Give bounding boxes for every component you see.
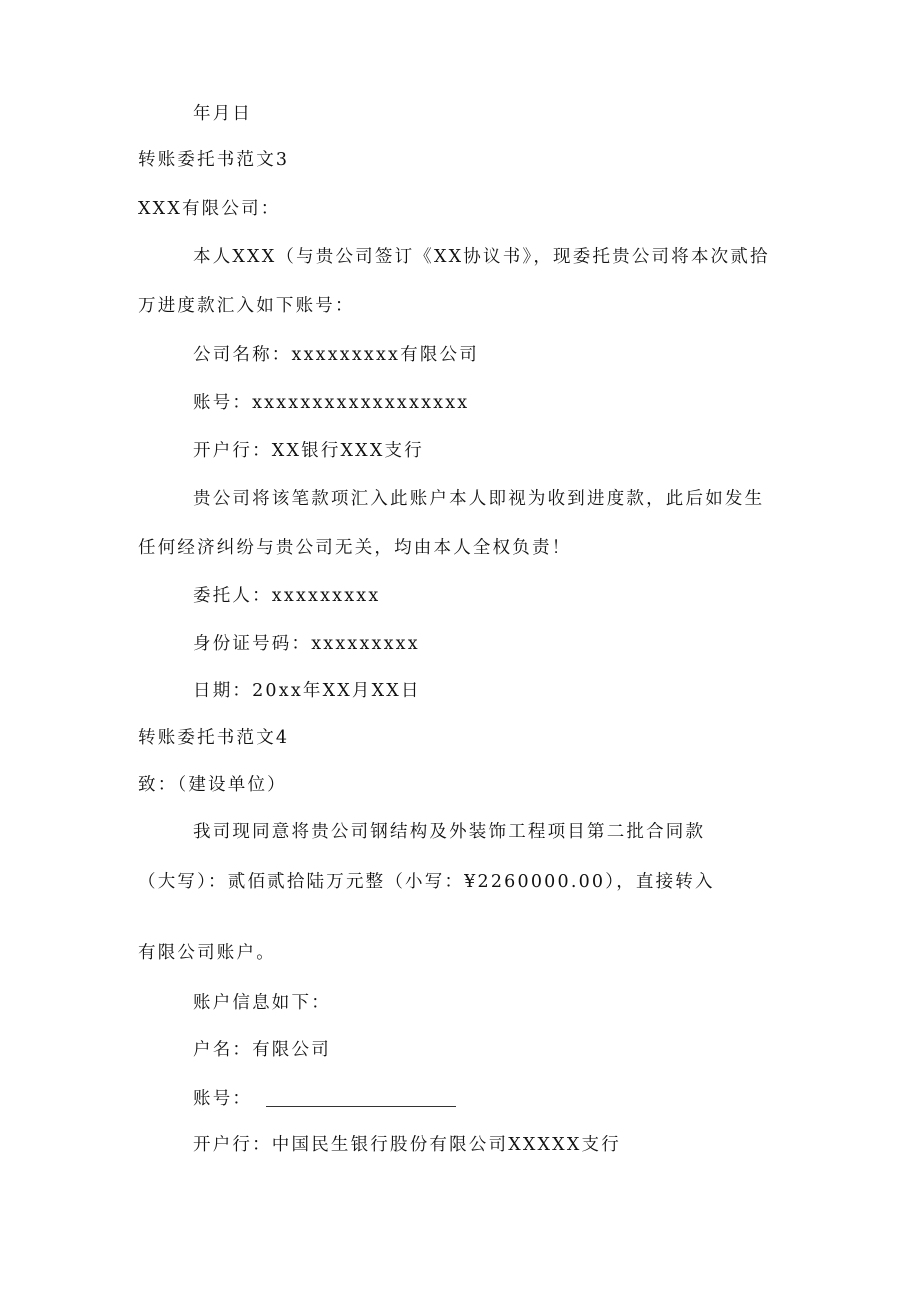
body-4-paragraph-1-line-2: （大写）：贰佰贰拾陆万元整（小写：¥2260000.00），直接转入 [138,872,715,892]
account-number-4-label: 账号： [193,1089,253,1109]
body-3-paragraph-2-line-1: 贵公司将该笔款项汇入此账户本人即视为收到进度款，此后如发生 [193,489,765,509]
addressee-4: 致：（建设单位） [138,775,287,795]
account-info-heading: 账户信息如下： [193,993,331,1013]
principal: 委托人：xxxxxxxxx [193,586,381,606]
heading-template-4: 转账委托书范文4 [138,728,290,748]
addressee-3: XXX有限公司： [138,199,281,219]
id-number: 身份证号码：xxxxxxxxx [193,634,420,654]
body-4-paragraph-1-line-3: 有限公司账户。 [138,943,276,963]
bank-branch-4: 开户行：中国民生银行股份有限公司XXXXX支行 [193,1135,621,1155]
date-tail: 年月日 [193,104,253,124]
body-3-paragraph-1-line-2: 万进度款汇入如下账号： [138,296,355,316]
account-number-blank [266,1088,456,1107]
body-4-paragraph-1-line-1: 我司现同意将贵公司钢结构及外装饰工程项目第二批合同款 [193,822,706,842]
account-number-4 [193,1087,456,1111]
body-3-paragraph-2-line-2: 任何经济纠纷与贵公司无关，均由本人全权负责！ [138,538,572,558]
date-3: 日期：20xx年XX月XX日 [193,681,421,701]
body-3-paragraph-1-line-1: 本人XXX（与贵公司签订《XX协议书》，现委托贵公司将本次贰拾 [193,247,770,267]
account-number-3: 账号：xxxxxxxxxxxxxxxxxx [193,393,470,413]
company-name: 公司名称：xxxxxxxxx有限公司 [193,345,479,365]
heading-template-3: 转账委托书范文3 [138,150,290,170]
account-holder: 户名：有限公司 [193,1040,331,1060]
bank-branch-3: 开户行：XX银行XXX支行 [193,441,424,461]
